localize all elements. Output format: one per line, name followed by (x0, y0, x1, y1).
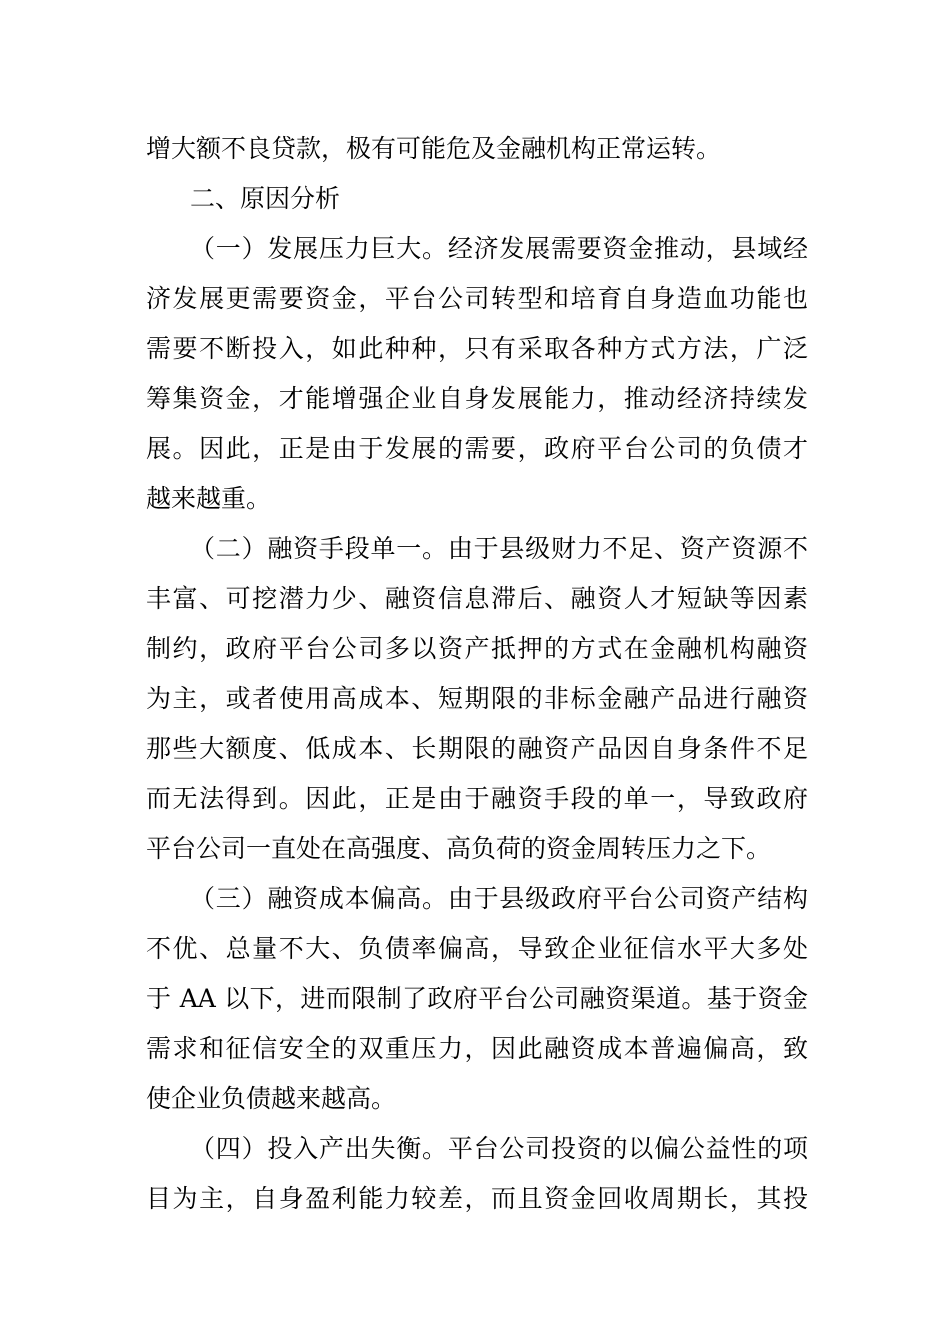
paragraph-line: 不优、总量不大、负债率偏高，导致企业征信水平大多处 (146, 934, 808, 963)
paragraph-line: 那些大额度、低成本、长期限的融资产品因自身条件不足 (146, 734, 808, 763)
paragraph-line: 丰富、可挖潜力少、融资信息滞后、融资人才短缺等因素 (146, 584, 808, 613)
paragraph-line: 越来越重。 (146, 484, 272, 513)
document-body (146, 124, 808, 1224)
paragraph-line: 而无法得到。因此，正是由于融资手段的单一，导致政府 (146, 784, 808, 813)
paragraph-line: 济发展更需要资金，平台公司转型和培育自身造血功能也 (146, 284, 808, 313)
paragraph-line: 使企业负债越来越高。 (146, 1084, 397, 1113)
paragraph-line: 需要不断投入，如此种种，只有采取各种方式方法，广泛 (146, 334, 808, 363)
paragraph-line: 于 AA 以下，进而限制了政府平台公司融资渠道。基于资金 (146, 984, 808, 1013)
paragraph-line: （四）投入产出失衡。平台公司投资的以偏公益性的项 (190, 1134, 808, 1163)
paragraph-line: （二）融资手段单一。由于县级财力不足、资产资源不 (190, 534, 808, 563)
paragraph-line: 平台公司一直处在高强度、高负荷的资金周转压力之下。 (146, 834, 772, 863)
paragraph-line: 制约，政府平台公司多以资产抵押的方式在金融机构融资 (146, 634, 808, 663)
paragraph-continuation-line: 增大额不良贷款，极有可能危及金融机构正常运转。 (146, 134, 722, 163)
section-heading: 二、原因分析 (190, 184, 341, 213)
paragraph-line: （三）融资成本偏高。由于县级政府平台公司资产结构 (190, 884, 808, 913)
paragraph-line: 筹集资金，才能增强企业自身发展能力，推动经济持续发 (146, 384, 808, 413)
paragraph-line: 目为主，自身盈利能力较差，而且资金回收周期长，其投 (146, 1184, 808, 1213)
paragraph-line: 展。因此，正是由于发展的需要，政府平台公司的负债才 (146, 434, 808, 463)
paragraph-line: 需求和征信安全的双重压力，因此融资成本普遍偏高，致 (146, 1034, 808, 1063)
paragraph-line: 为主，或者使用高成本、短期限的非标金融产品进行融资 (146, 684, 808, 713)
paragraph-line: （一）发展压力巨大。经济发展需要资金推动，县域经 (190, 234, 808, 263)
